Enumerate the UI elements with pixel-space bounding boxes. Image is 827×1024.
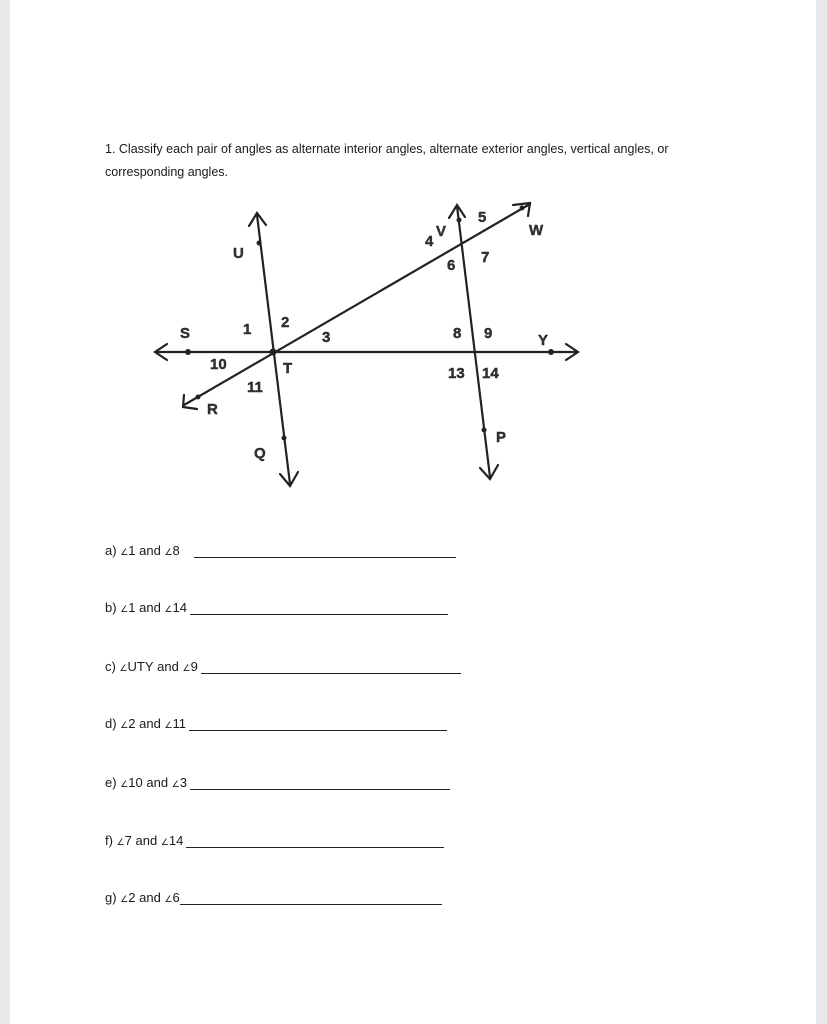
angle-symbol: ∠ xyxy=(116,837,125,847)
angle-symbol: ∠ xyxy=(120,547,129,557)
question-a xyxy=(105,543,456,558)
answer-blank[interactable] xyxy=(201,659,461,674)
angle-label-10: 10 xyxy=(210,356,227,373)
question-letter: b) xyxy=(105,600,117,615)
question-letter: g) xyxy=(105,890,117,905)
answer-blank[interactable] xyxy=(180,890,442,905)
question-letter: e) xyxy=(105,775,117,790)
angle-label-2: 2 xyxy=(281,314,290,331)
angle-a: 2 xyxy=(128,716,136,731)
and-word: and xyxy=(139,890,161,905)
angle-label-6: 6 xyxy=(447,257,456,274)
angle-a: 10 xyxy=(128,775,143,790)
angle-label-11: 11 xyxy=(247,379,263,396)
point-label-V: V xyxy=(436,223,447,240)
and-word: and xyxy=(139,543,161,558)
angle-label-14: 14 xyxy=(482,365,499,382)
question-letter: d) xyxy=(105,716,117,731)
question-letter: a) xyxy=(105,543,117,558)
angle-b: 6 xyxy=(172,890,180,905)
answer-blank[interactable] xyxy=(190,775,450,790)
answer-blank[interactable] xyxy=(186,833,444,848)
point-label-U: U xyxy=(233,245,244,262)
point-label-Y: Y xyxy=(538,332,549,349)
angle-symbol: ∠ xyxy=(120,779,129,789)
angle-symbol: ∠ xyxy=(120,604,129,614)
angle-label-13: 13 xyxy=(448,365,465,382)
angle-a: 1 xyxy=(128,600,136,615)
and-word: and xyxy=(139,600,161,615)
question-e xyxy=(105,775,450,790)
angle-symbol: ∠ xyxy=(164,547,173,557)
angle-a: UTY xyxy=(127,659,154,674)
point-label-P: P xyxy=(496,429,507,446)
angle-b: 11 xyxy=(172,716,187,731)
question-f xyxy=(105,833,444,848)
point-label-Q: Q xyxy=(254,445,266,462)
angle-label-9: 9 xyxy=(484,325,493,342)
point-label-W: W xyxy=(529,222,544,239)
answer-blank[interactable] xyxy=(189,716,447,731)
instructions: 1. Classify each pair of angles as alternate interior angles, alternate exterior angles, vertical angles, or corresponding angles. xyxy=(105,142,669,179)
angle-symbol: ∠ xyxy=(182,663,191,673)
angle-label-4: 4 xyxy=(425,233,434,250)
and-word: and xyxy=(157,659,179,674)
and-word: and xyxy=(146,775,169,790)
angle-b: 14 xyxy=(168,833,184,848)
angle-a: 7 xyxy=(124,833,132,848)
angle-label-7: 7 xyxy=(481,249,490,266)
angle-symbol: ∠ xyxy=(120,894,129,904)
angle-symbol: ∠ xyxy=(160,837,169,847)
question-letter: f) xyxy=(105,833,113,848)
question-b xyxy=(105,600,448,615)
and-word: and xyxy=(139,716,161,731)
answer-blank[interactable] xyxy=(190,600,448,615)
angle-symbol: ∠ xyxy=(171,779,180,789)
point-label-S: S xyxy=(180,325,191,342)
question-d xyxy=(105,716,447,731)
angle-a: 1 xyxy=(128,543,136,558)
question-g xyxy=(105,890,442,905)
angle-b: 8 xyxy=(172,543,180,558)
angle-a: 2 xyxy=(128,890,136,905)
angle-symbol: ∠ xyxy=(164,720,173,730)
answer-blank[interactable] xyxy=(194,543,456,558)
question-c xyxy=(105,659,461,674)
angle-symbol: ∠ xyxy=(164,894,173,904)
angle-symbol: ∠ xyxy=(120,720,129,730)
point-label-T: T xyxy=(283,360,293,377)
angle-b: 3 xyxy=(179,775,187,790)
angle-symbol: ∠ xyxy=(119,663,128,673)
angle-label-5: 5 xyxy=(478,209,487,226)
point-label-R: R xyxy=(207,401,218,418)
angle-symbol: ∠ xyxy=(164,604,173,614)
angle-b: 14 xyxy=(172,600,187,615)
angle-label-3: 3 xyxy=(322,329,331,346)
question-letter: c) xyxy=(105,659,116,674)
angle-label-8: 8 xyxy=(453,325,462,342)
angle-label-1: 1 xyxy=(243,321,252,338)
and-word: and xyxy=(135,833,158,848)
angle-b: 9 xyxy=(190,659,198,674)
